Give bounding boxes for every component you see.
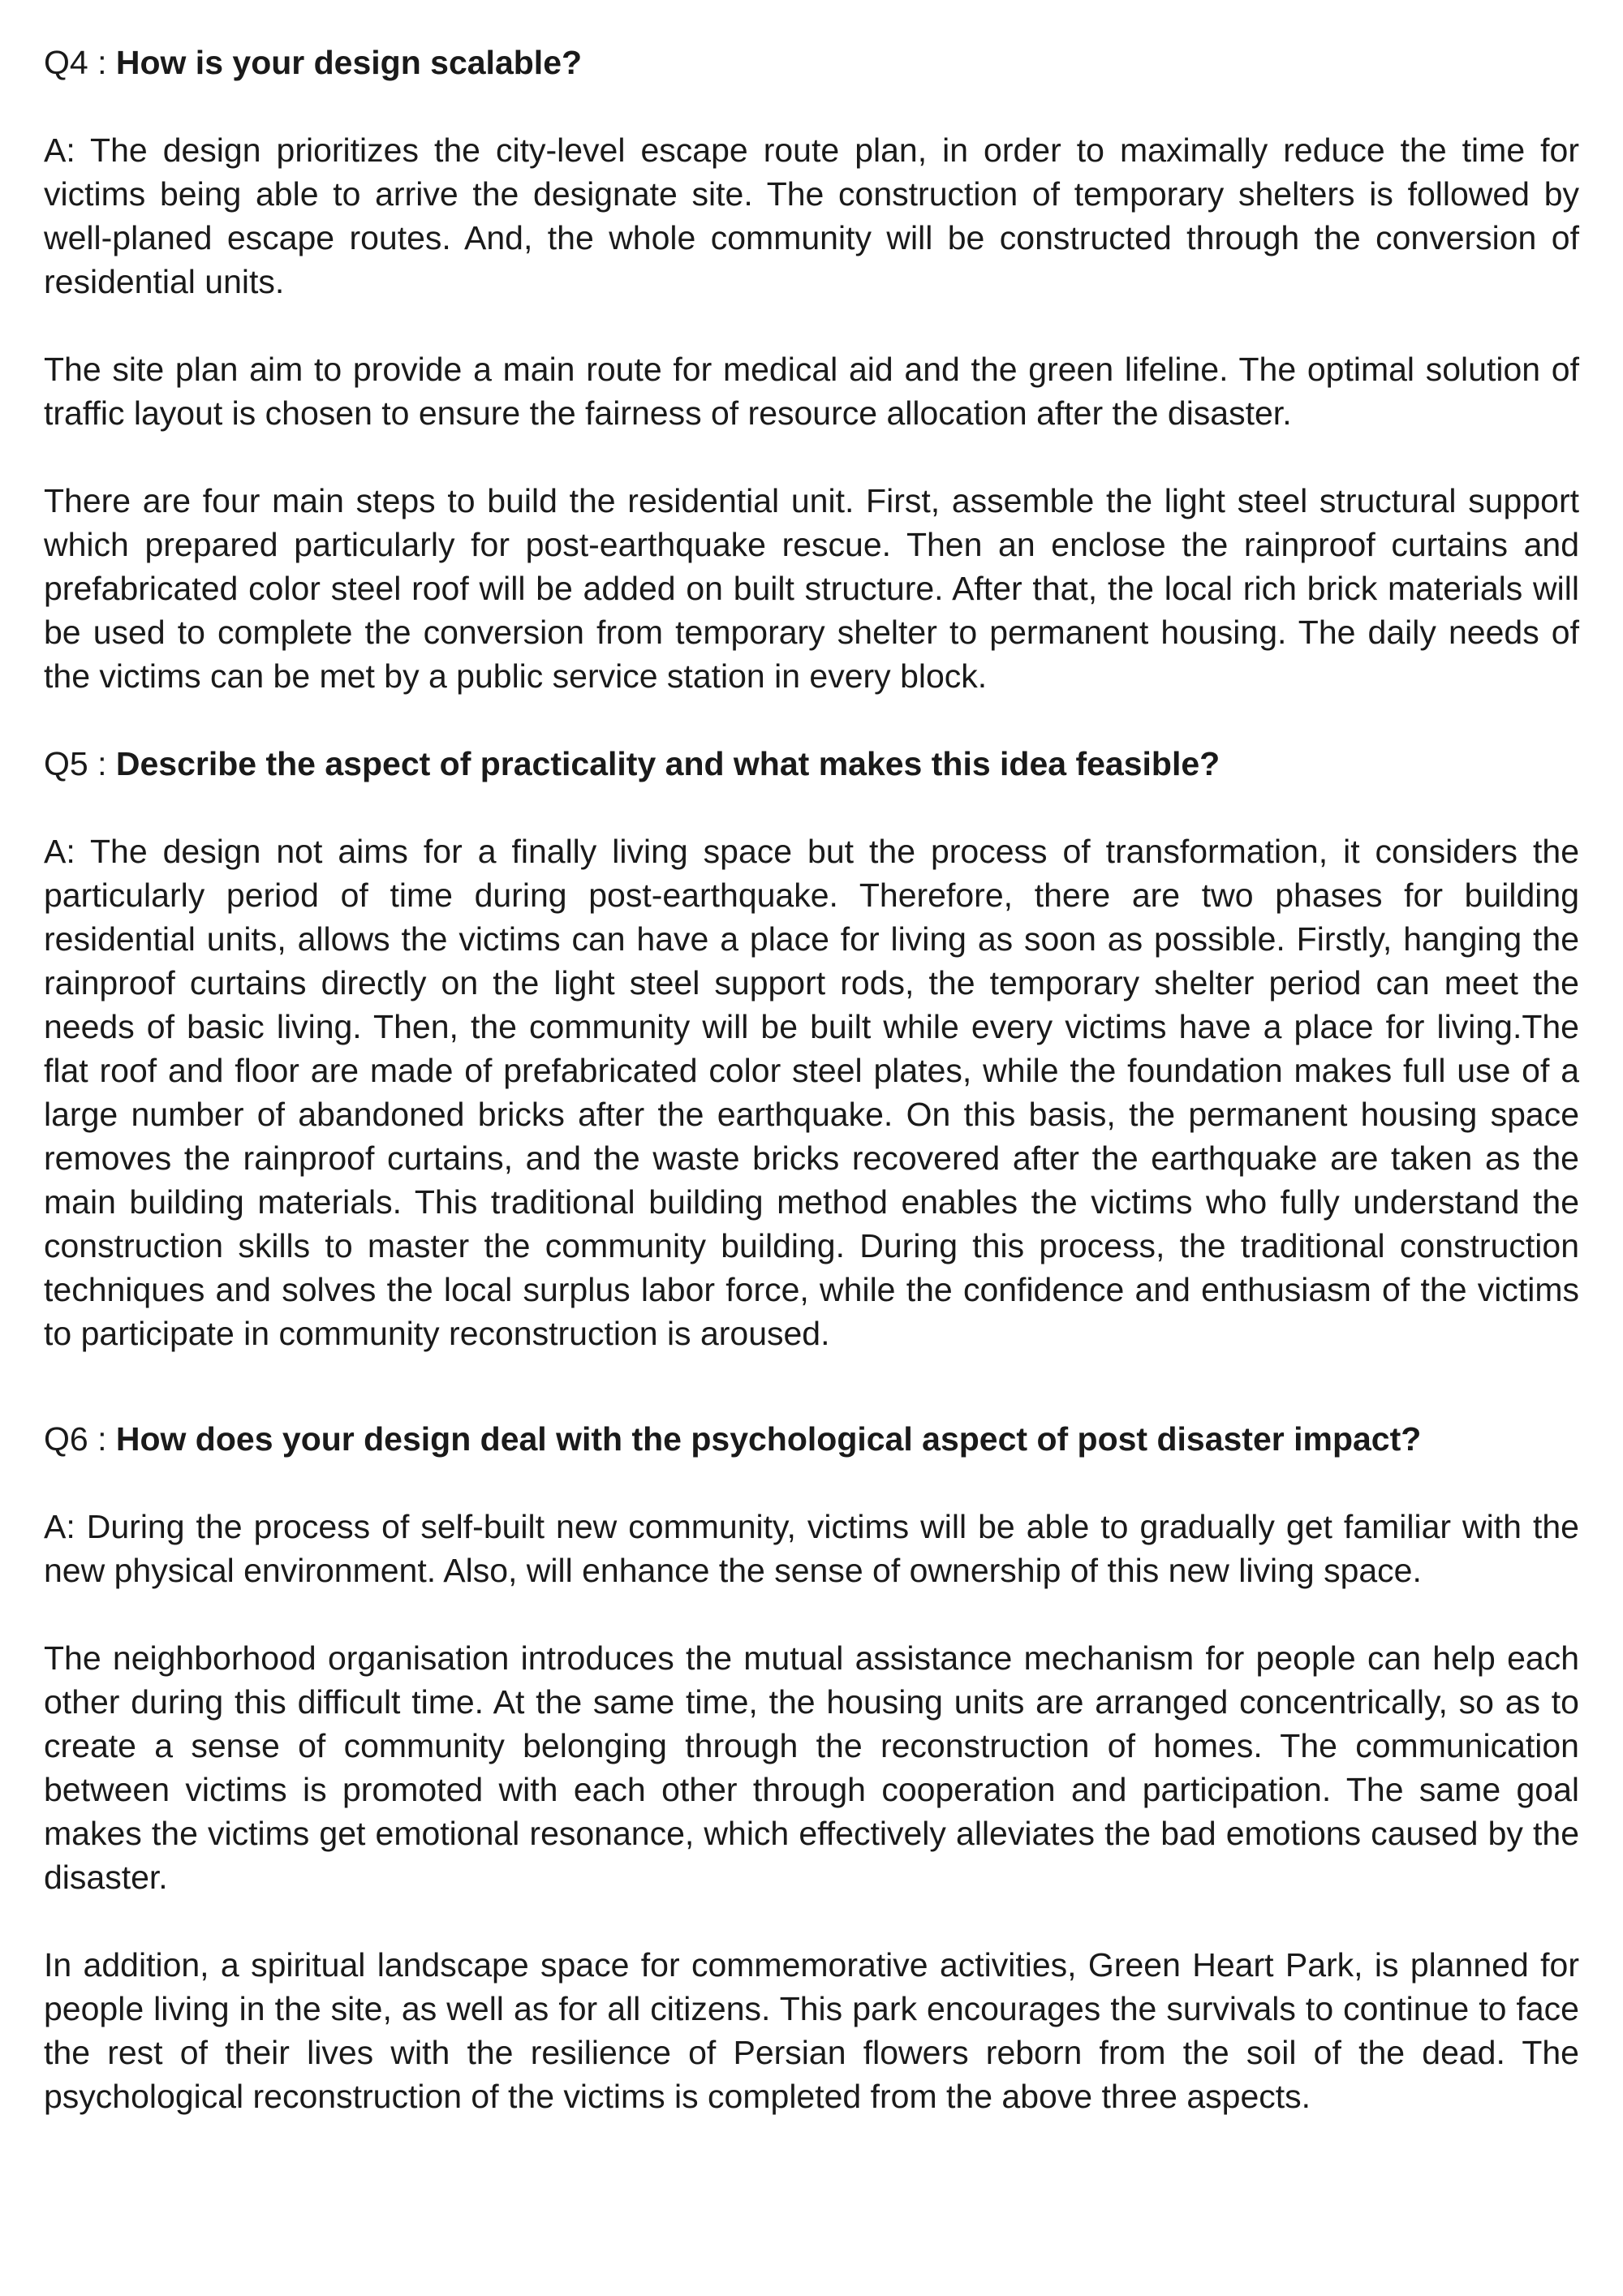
question-heading-q5 — [44, 742, 1579, 786]
question-text: Describe the aspect of practicality and what makes this idea feasible? — [115, 745, 1220, 782]
question-label: Q4 : — [44, 44, 116, 81]
document-page — [44, 41, 1579, 2118]
answer-paragraph: In addition, a spiritual landscape space for commemorative activities, Green Heart Park, is planned for people living in the site, as well as for all citizens. This park encourages the survivals to continue to face the rest of their lives with the resilience of Persian flowers reborn from the soil of the dead. The psychological reconstruction of the victims is completed from the above three aspects. — [44, 1946, 1579, 2115]
question-label: Q5 : — [44, 745, 116, 782]
answer-paragraph: A: During the process of self-built new community, victims will be able to gradually get familiar with the new physical environment. Also, will enhance the sense of ownership of this new living space. — [44, 1508, 1579, 1589]
question-heading-q6 — [44, 1417, 1579, 1461]
question-label: Q6 : — [44, 1420, 116, 1458]
answer-paragraph: The site plan aim to provide a main route for medical aid and the green lifeline. The optimal solution of traffic layout is chosen to ensure the fairness of resource allocation after the disaster. — [44, 351, 1579, 432]
question-heading-q4 — [44, 41, 1579, 84]
question-text: How does your design deal with the psychological aspect of post disaster impact? — [115, 1420, 1422, 1458]
answer-paragraph: A: The design not aims for a finally living space but the process of transformation, it considers the particularly period of time during post-earthquake. Therefore, there are two phases for building residential units, allows the victims can have a place for living as soon as possible. Firstly, hanging the rainproof curtains directly on the light steel support rods, the temporary shelter period can meet the needs of basic living. Then, the community will be built while every victims have a place for living.The flat roof and floor are made of prefabricated color steel plates, while the foundation makes full use of a large number of abandoned bricks after the earthquake. On this basis, the permanent housing space removes the rainproof curtains, and the waste bricks recovered after the earthquake are taken as the main building materials. This traditional building method enables the victims who fully understand the construction skills to master the community building. During this process, the traditional construction techniques and solves the local surplus labor force, while the confidence and enthusiasm of the victims to participate in community reconstruction is aroused. — [44, 833, 1579, 1352]
answer-paragraph: The neighborhood organisation introduces the mutual assistance mechanism for people can help each other during this difficult time. At the same time, the housing units are arranged concentrically, so as to create a sense of community belonging through the reconstruction of homes. The communication between victims is promoted with each other through cooperation and participation. The same goal makes the victims get emotional resonance, which effectively alleviates the bad emotions caused by the disaster. — [44, 1639, 1579, 1896]
answer-paragraph: There are four main steps to build the residential unit. First, assemble the light steel structural support which prepared particularly for post-earthquake rescue. Then an enclose the rainproof curtains and prefabricated color steel roof will be added on built structure. After that, the local rich brick materials will be used to complete the conversion from temporary shelter to permanent housing. The daily needs of the victims can be met by a public service station in every block. — [44, 482, 1579, 695]
question-text: How is your design scalable? — [115, 44, 583, 81]
answer-paragraph: A: The design prioritizes the city-level escape route plan, in order to maximally reduce the time for victims being able to arrive the designate site. The construction of temporary shelters is followed by well-planed escape routes. And, the whole community will be constructed through the conversion of residential units. — [44, 131, 1579, 300]
